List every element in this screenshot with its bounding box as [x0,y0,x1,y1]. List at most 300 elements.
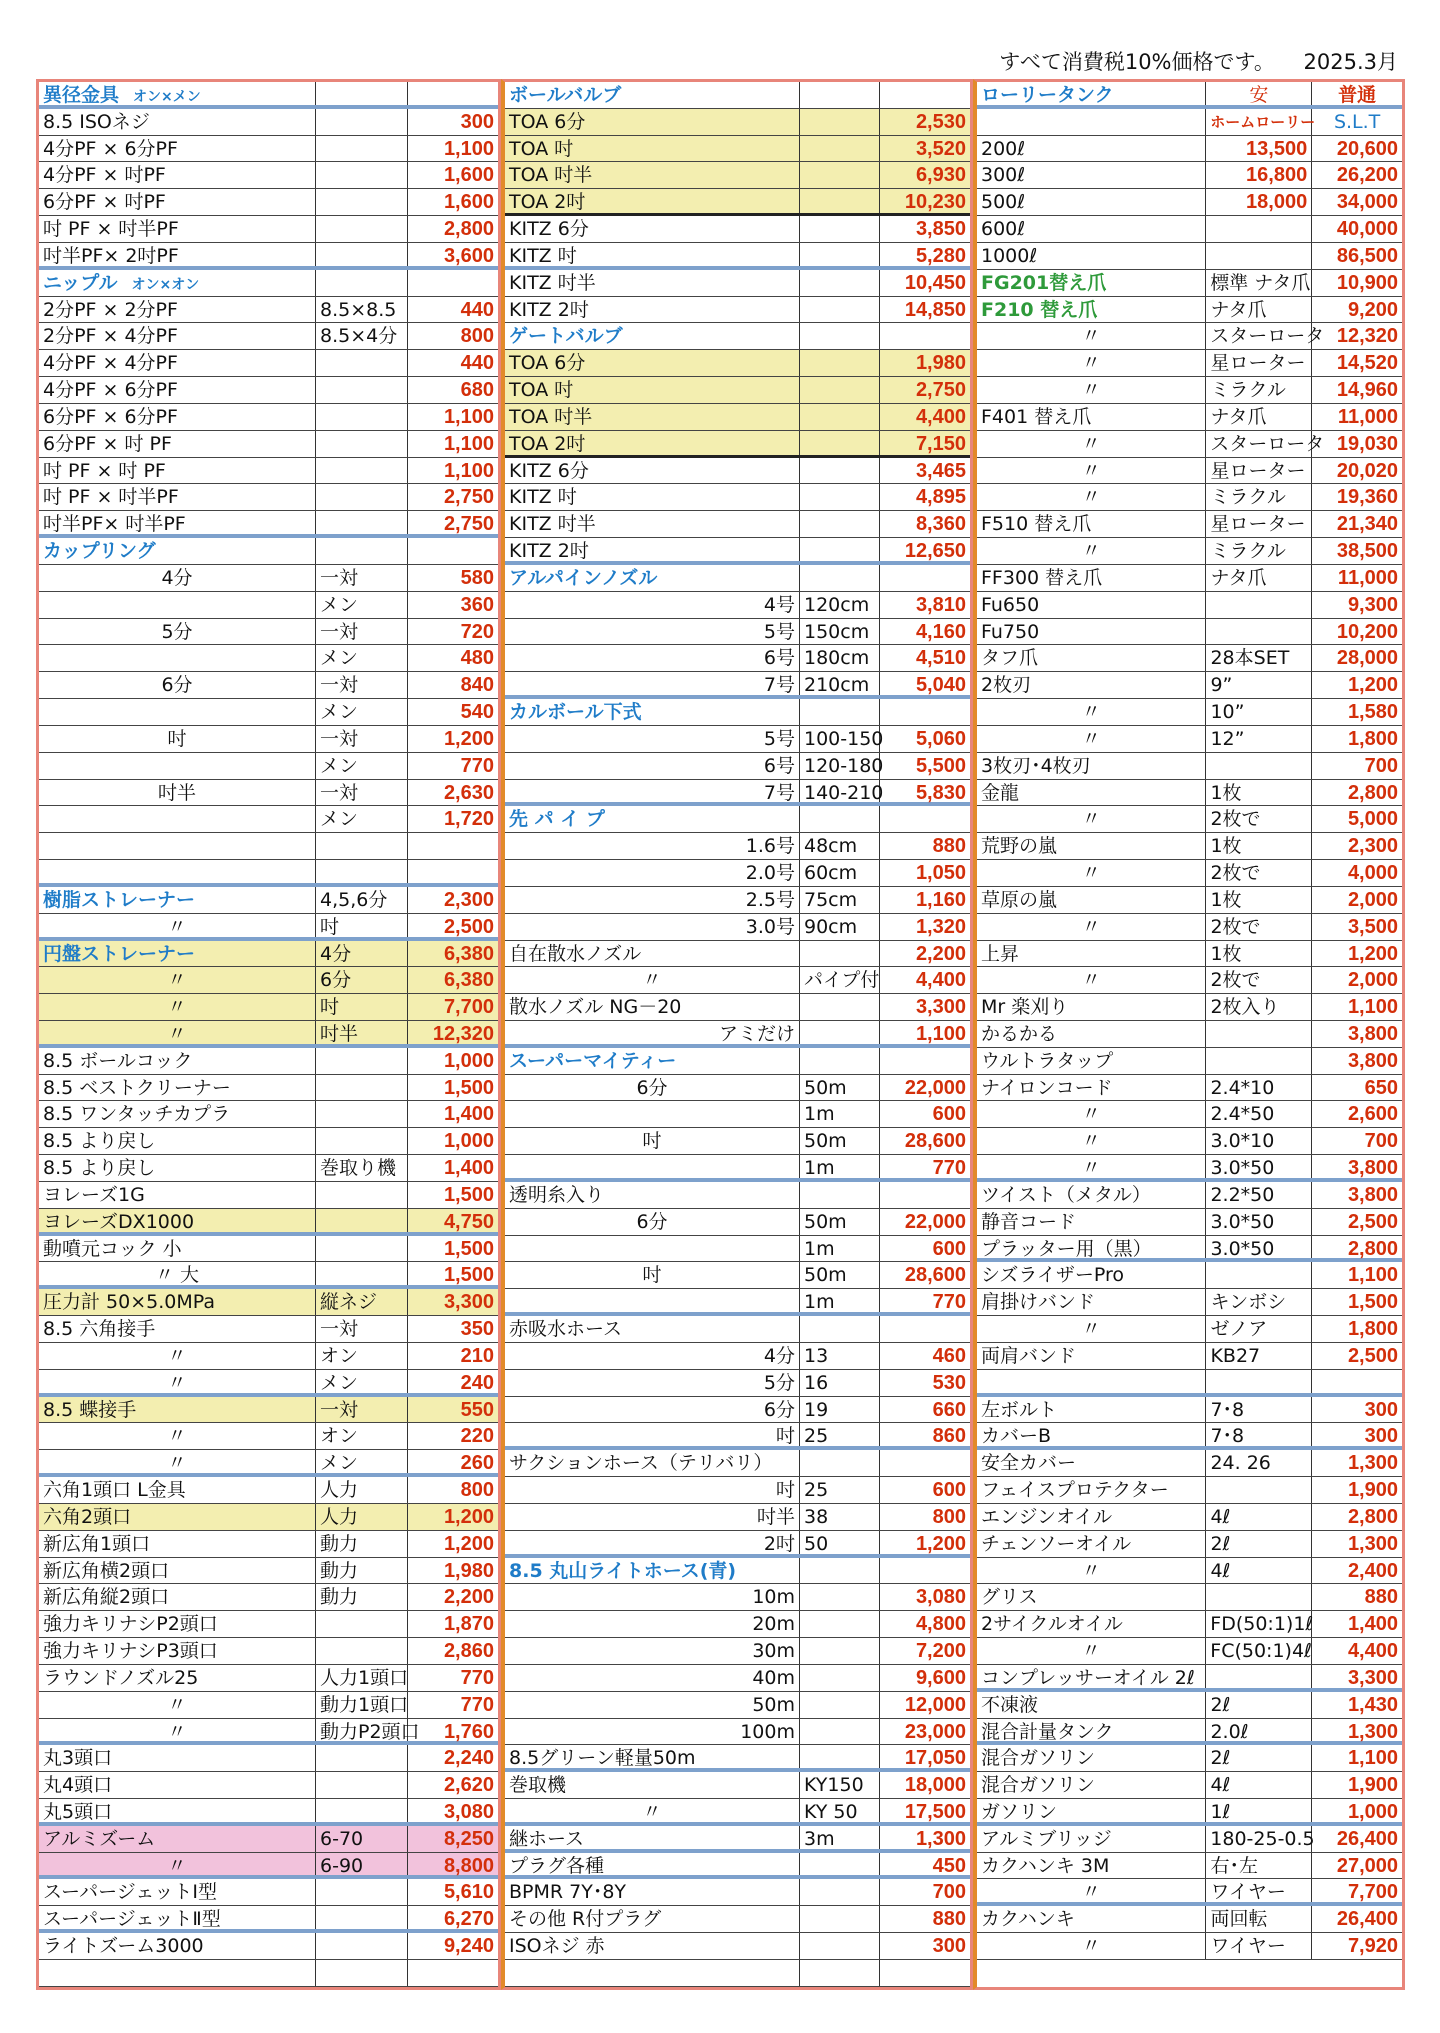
item-spec [316,860,408,883]
price-row [39,1504,498,1531]
price-row [39,1611,498,1638]
item-spec: KY 50 [800,1799,880,1822]
item-spec: 1m [800,1155,880,1178]
item-price [880,1048,970,1074]
item-spec: 1ℓ [1206,1799,1312,1822]
item-name: 〃 [39,1423,316,1449]
item-name: 混合計量タンク [977,1719,1206,1742]
item-price: 2,630 [443,781,494,804]
item-price: 2,620 [443,1774,494,1797]
item-name: 5号 [505,619,800,645]
price-row [39,216,498,243]
item-name: 〃 [39,994,316,1020]
item-name: 強力キリナシP2頭口 [39,1611,316,1637]
item-spec: 180cm [800,645,880,671]
item-spec: キンボシ [1206,1289,1312,1315]
item-name: 1000ℓ [977,243,1206,269]
item-name: 吋半PF× 2吋PF [39,243,316,266]
price-row [505,1075,970,1102]
item-name: 吋 [505,1128,800,1154]
item-price: 350 [460,1318,494,1341]
item-name: 6分PF × 6分PF [39,404,316,430]
price-row [505,297,970,324]
item-name: 〃 [977,860,1206,886]
item-spec [800,1182,880,1208]
item-name: FG201替え爪 [977,270,1206,296]
item-price [1312,1370,1402,1393]
price-row [39,1316,498,1343]
item-spec: 60cm [800,860,880,886]
item-name: 4分PF × 6分PF [39,377,316,403]
item-spec: 18,000 [1206,189,1312,215]
item-spec [800,1611,880,1637]
item-spec: 2枚で [1206,806,1312,832]
item-name: カルボール下式 [505,699,800,725]
item-name [505,1960,800,1986]
price-row [505,1719,970,1746]
price-row [39,780,498,807]
price-row [505,1960,970,1987]
section-subtitle: オン×メン [133,89,201,105]
item-price: 5,060 [915,727,966,750]
item-name: 〃 [977,1933,1206,1959]
item-name: 2.0号 [505,860,800,886]
item-spec [800,1960,880,1986]
item-price [880,699,970,725]
item-name: 5号 [505,726,800,752]
item-price: 210 [460,1344,494,1367]
price-row [505,270,970,297]
item-spec [1206,753,1312,779]
item-name: 吋 PF × 吋 PF [39,458,316,484]
item-spec [1206,1477,1312,1503]
item-price: 普通 [1338,84,1377,106]
price-row [39,619,498,646]
price-row [505,726,970,753]
item-spec [316,484,408,510]
item-spec: 16 [800,1370,880,1396]
item-spec [1206,619,1312,645]
item-spec [316,1638,408,1664]
price-row [977,1236,1402,1263]
item-spec [316,1611,408,1637]
item-spec: 28本SET [1206,645,1312,671]
item-price: 1,000 [1347,1801,1398,1823]
item-spec [800,297,880,323]
item-spec: 2ℓ [1206,1692,1312,1718]
item-name: 〃 [505,1799,800,1822]
item-price: 2,800 [443,218,494,241]
price-row [39,1289,498,1316]
price-row [505,1799,970,1826]
item-price: 720 [460,620,494,643]
price-row [505,1397,970,1424]
item-name [39,1960,316,1986]
item-spec [316,1236,408,1262]
item-name: 〃 [977,1638,1206,1664]
item-spec: 1枚 [1206,780,1312,806]
item-name: 六角2頭口 [39,1504,316,1530]
price-row [39,1021,498,1048]
item-price: 2,500 [443,915,494,938]
item-price: 5,000 [1347,808,1398,831]
item-price: 1,000 [443,1130,494,1153]
price-row [39,1853,498,1880]
item-price: 840 [460,674,494,697]
item-name: TOA 吋 [505,377,800,403]
item-name: ラウンドノズル25 [39,1665,316,1691]
item-name: 4分 [505,1343,800,1369]
item-price [408,538,498,564]
price-row [505,1611,970,1638]
price-row [977,136,1402,163]
item-name: 〃 [39,1370,316,1393]
item-name: 500ℓ [977,189,1206,215]
price-row [39,1638,498,1665]
date-label: 2025.3月 [1303,50,1398,74]
item-price: 1,400 [443,1157,494,1180]
item-name: 混合ガソリン [977,1745,1206,1771]
price-row [977,216,1402,243]
item-name: 100m [505,1719,800,1745]
price-row [39,1343,498,1370]
item-price: 2,800 [1347,1237,1398,1260]
price-row [977,82,1402,109]
item-name: 8.5 六角接手 [39,1316,316,1342]
item-price: 800 [460,1479,494,1502]
item-spec: 6-90 [316,1853,408,1876]
item-spec [800,1638,880,1664]
item-name: 4分PF × 4分PF [39,350,316,376]
item-price [880,565,970,591]
item-price: 8,360 [915,513,966,536]
item-price: 4,750 [443,1210,494,1233]
price-row [39,565,498,592]
item-price: 10,200 [1336,620,1398,643]
item-spec: 180-25-0.5 [1206,1826,1312,1852]
price-row [977,162,1402,189]
price-row [505,565,970,592]
price-row [505,619,970,646]
item-name: F210 替え爪 [977,297,1206,323]
item-name: 〃 [977,967,1206,993]
item-name: 5分 [505,1370,800,1396]
item-price: 3,810 [915,593,966,616]
item-name: 〃 [977,377,1206,403]
item-price: 1,500 [443,1076,494,1099]
item-price: 20,020 [1336,459,1398,482]
item-name: 3枚刃･4枚刃 [977,753,1206,779]
item-price: 2,300 [443,888,494,911]
section-subtitle: オン×オン [131,276,200,293]
item-spec: パイプ付 [800,967,880,993]
item-spec: 吋 [316,914,408,937]
item-spec: 7･8 [1206,1397,1312,1423]
item-spec: メン [316,645,408,671]
price-row [39,162,498,189]
price-row [505,109,970,136]
price-row [505,377,970,404]
item-spec [800,377,880,403]
item-spec: 19 [800,1397,880,1423]
item-name: 不凍液 [977,1692,1206,1718]
item-price: 1,100 [1347,1747,1398,1770]
price-row [505,1584,970,1611]
price-row [505,323,970,350]
item-name: 4分 [39,565,316,591]
item-price: 1,200 [443,1505,494,1528]
price-row [505,1477,970,1504]
price-row [505,1531,970,1558]
price-row [39,1155,498,1182]
price-row [39,511,498,538]
item-spec: スターロータ [1206,323,1312,349]
item-name: 〃 [39,1692,316,1718]
item-price: 6,380 [443,942,494,965]
item-spec: 38 [800,1504,880,1530]
item-name: 8.5 ボールコック [39,1048,316,1074]
price-row [505,1343,970,1370]
item-spec: スターロータ [1206,431,1312,457]
item-spec [316,1182,408,1208]
item-spec: 一対 [316,1397,408,1423]
item-name: 吋 [505,1423,800,1446]
item-spec: 星ローター [1206,458,1312,484]
item-spec [316,833,408,859]
price-row [39,297,498,324]
price-row [39,404,498,431]
item-spec: 120-180 [800,753,880,779]
item-price: 2,860 [443,1640,494,1663]
item-name [39,753,316,779]
page-header [977,46,1398,76]
item-price: 1,870 [443,1613,494,1636]
item-name: KITZ 2吋 [505,297,800,323]
item-spec: 4ℓ [1206,1558,1312,1584]
price-row [977,1638,1402,1665]
item-price: 860 [932,1425,966,1448]
item-spec: 動力1頭口 [316,1692,408,1718]
item-price: 800 [932,1505,966,1528]
price-row [39,484,498,511]
item-price: 300 [1364,1398,1398,1421]
item-price: 1,720 [443,808,494,831]
item-name: 丸4頭口 [39,1772,316,1798]
price-row [505,780,970,807]
item-name: Mr 楽刈り [977,994,1206,1020]
item-spec [316,1209,408,1232]
item-spec: 4ℓ [1206,1772,1312,1798]
price-row [977,833,1402,860]
item-name: アルミズーム [39,1826,316,1852]
item-spec [316,162,408,188]
item-spec: 2枚で [1206,967,1312,993]
item-spec [1206,1048,1312,1074]
item-price: 14,960 [1336,379,1398,402]
item-name: F401 替え爪 [977,404,1206,430]
item-name: 〃 [977,431,1206,457]
item-name: 丸3頭口 [39,1745,316,1771]
item-price: 6,930 [915,164,966,187]
price-column-right [973,79,1405,1990]
price-row [39,699,498,726]
item-name: 樹脂ストレーナー [39,887,316,913]
item-spec [800,270,880,296]
price-row [39,1128,498,1155]
item-spec: メン [316,1450,408,1473]
item-price: 880 [932,1908,966,1931]
item-spec: 2.2*50 [1206,1182,1312,1208]
item-price: 10,230 [904,191,966,214]
item-name: 4分PF × 吋PF [39,162,316,188]
item-spec: 安 [1206,82,1312,105]
item-spec: 3.0*50 [1206,1236,1312,1259]
item-price: 8,800 [443,1854,494,1877]
item-spec [800,994,880,1020]
price-row [39,753,498,780]
price-row [39,967,498,994]
item-spec [800,216,880,242]
item-name: 〃 [39,1719,316,1742]
item-spec [800,109,880,135]
item-spec: 2.4*10 [1206,1075,1312,1101]
price-row [39,1075,498,1102]
item-name: 8.5 より戻し [39,1128,316,1154]
item-spec: 2.4*50 [1206,1101,1312,1127]
item-name: 10m [505,1584,800,1610]
item-price [408,1960,498,1986]
price-row [39,726,498,753]
item-name: KITZ 吋 [505,243,800,266]
price-row [39,1182,498,1209]
item-price: 27,000 [1336,1854,1398,1877]
item-spec [316,1101,408,1127]
item-price: 800 [460,325,494,348]
item-name [977,1370,1206,1393]
item-price: 1,600 [443,191,494,214]
price-row [505,967,970,994]
item-name [39,833,316,859]
item-name: 〃 [977,484,1206,510]
item-spec [800,1906,880,1932]
item-name: アミだけ [505,1021,800,1044]
item-price: 10,450 [904,271,966,294]
item-name: プラッター用（黒） [977,1236,1206,1259]
price-row [39,458,498,485]
item-name: グリス [977,1584,1206,1610]
item-spec: 25 [800,1423,880,1446]
price-row [977,1584,1402,1611]
item-name: 8.5 蝶接手 [39,1397,316,1423]
item-spec: 2枚で [1206,860,1312,886]
price-row [977,1289,1402,1316]
item-price: 1,200 [915,1532,966,1555]
item-spec: 一対 [316,672,408,698]
item-name: 透明糸入り [505,1182,800,1208]
price-row [39,1048,498,1075]
item-spec [316,243,408,266]
item-spec [316,82,408,105]
item-spec [316,538,408,564]
item-name: 〃 [977,726,1206,752]
item-price: 4,510 [915,647,966,670]
item-spec: 1m [800,1289,880,1312]
item-price: 700 [1364,754,1398,777]
item-name: エンジンオイル [977,1504,1206,1530]
item-spec [800,511,880,537]
item-price: 2,200 [915,942,966,965]
item-name: 〃 [977,1155,1206,1178]
item-price: 2,800 [1347,1505,1398,1528]
item-spec: 100-150 [800,726,880,752]
item-name: 8.5 ワンタッチカプラ [39,1101,316,1127]
item-name: 安全カバー [977,1450,1206,1476]
item-name: 吋半 [39,780,316,806]
price-row [977,1531,1402,1558]
item-name: ローリータンク [977,82,1206,105]
price-row [39,82,498,109]
item-price: 1,500 [1347,1291,1398,1314]
item-price: 600 [932,1479,966,1502]
item-price: 9,200 [1347,298,1398,321]
item-price: 40,000 [1336,218,1398,241]
item-spec: 8.5×8.5 [316,297,408,323]
item-name: 〃 [39,1853,316,1876]
item-name: 吋 PF × 吋半PF [39,484,316,510]
item-name: 〃 [977,1879,1206,1902]
item-name: ゲートバルブ [505,323,800,349]
item-name: 金龍 [977,780,1206,806]
item-price: 4,400 [915,969,966,992]
item-name: タフ爪 [977,645,1206,671]
item-spec: 2ℓ [1206,1745,1312,1771]
item-name: Fu650 [977,592,1206,618]
price-row [505,1182,970,1209]
item-spec [800,806,880,832]
price-row [977,1370,1402,1397]
item-name: ガソリン [977,1799,1206,1822]
item-price: 1,100 [915,1022,966,1045]
item-spec: 48cm [800,833,880,859]
price-row [977,887,1402,914]
item-name: 〃 [39,1343,316,1369]
item-spec: 動力P2頭口 [316,1719,408,1742]
item-name: 丸5頭口 [39,1799,316,1822]
item-price: 1,600 [443,164,494,187]
item-spec [800,565,880,591]
item-name: カクハンキ 3M [977,1853,1206,1879]
item-spec: 50m [800,1128,880,1154]
price-row [977,243,1402,270]
item-name: TOA 吋 [505,136,800,162]
item-price: 3,300 [443,1291,494,1314]
item-spec: 13 [800,1343,880,1369]
item-name: カバーB [977,1423,1206,1446]
price-row [977,914,1402,941]
item-price: 26,400 [1336,1827,1398,1850]
price-row [505,1933,970,1960]
item-name: ツイスト（メタル） [977,1182,1206,1208]
item-name: 2.5号 [505,887,800,913]
item-name: 3.0号 [505,914,800,940]
item-price: 1,400 [443,1103,494,1126]
item-name: 上昇 [977,941,1206,967]
item-name: TOA 6分 [505,350,800,376]
item-spec: 7･8 [1206,1423,1312,1446]
price-row [39,860,498,887]
item-price: 3,080 [443,1801,494,1823]
item-spec [800,189,880,213]
